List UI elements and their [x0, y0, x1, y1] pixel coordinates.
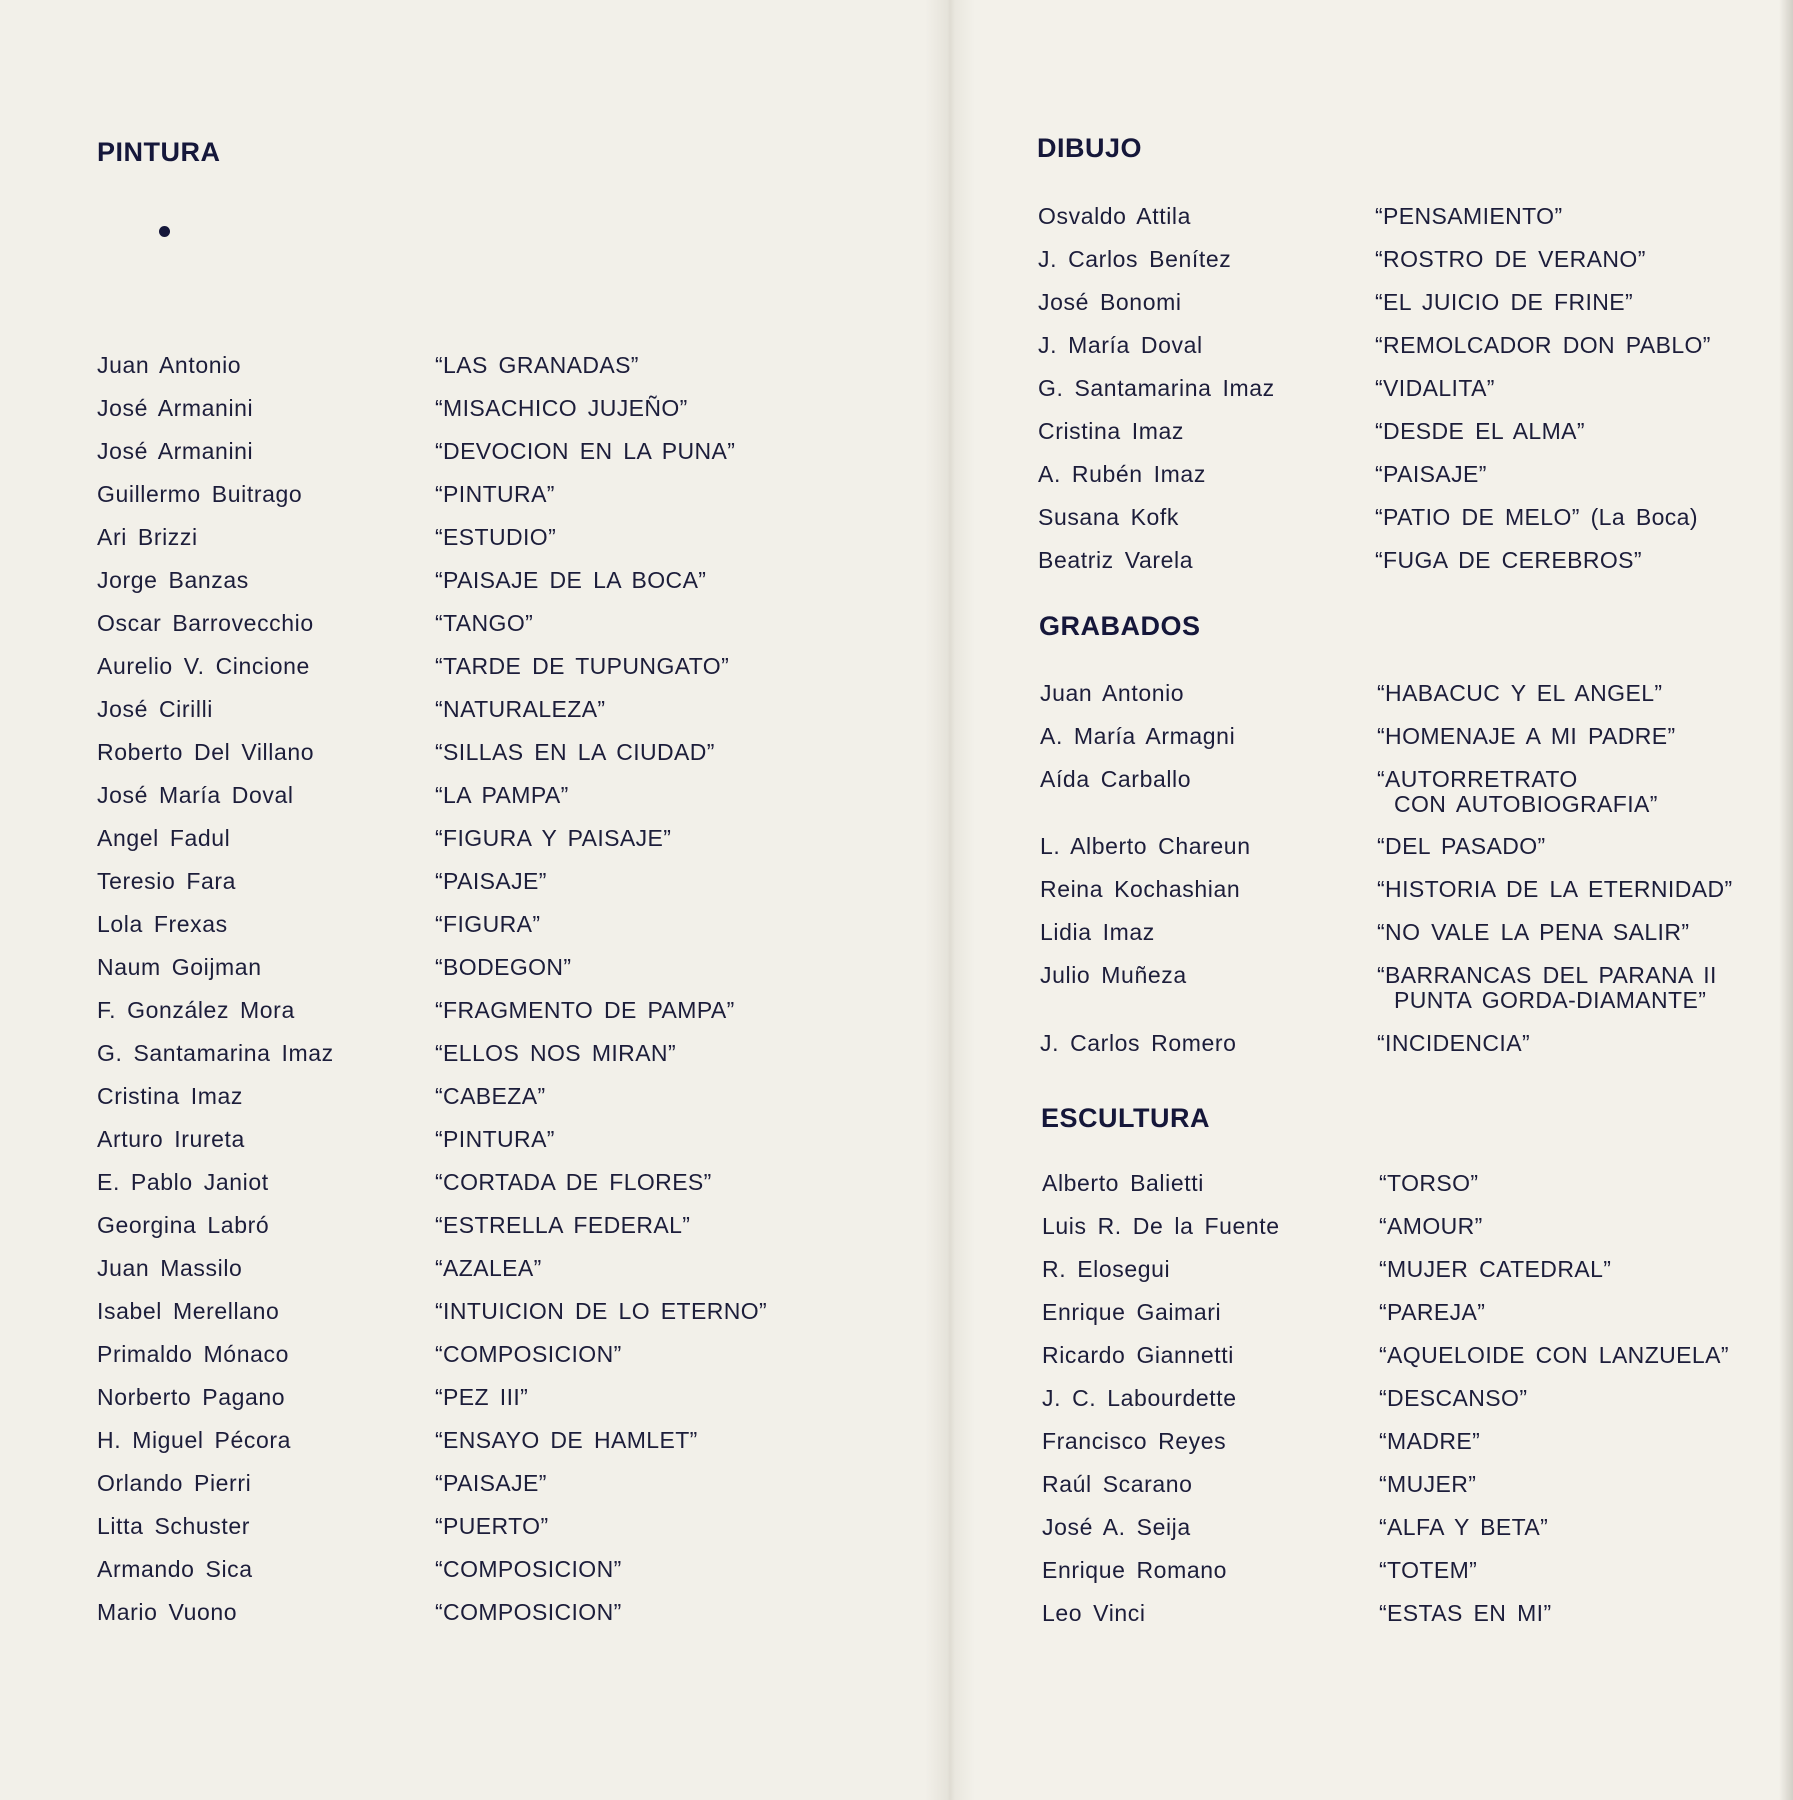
work-title: “TORSO”	[1379, 1170, 1479, 1196]
work-title: “EL JUICIO DE FRINE”	[1375, 289, 1634, 315]
work-title: “TANGO”	[435, 610, 534, 636]
work-title: “PENSAMIENTO”	[1375, 203, 1563, 229]
work-title: “AMOUR”	[1379, 1213, 1483, 1239]
work-title: “ESTAS EN MI”	[1379, 1600, 1552, 1626]
work-title: “COMPOSICION”	[435, 1599, 622, 1625]
artist-name: Angel Fadul	[97, 825, 231, 851]
artist-name: Juan Massilo	[97, 1255, 243, 1281]
work-title: “COMPOSICION”	[435, 1556, 622, 1582]
artist-name: J. Carlos Romero	[1040, 1030, 1237, 1056]
work-title: “ESTRELLA FEDERAL”	[435, 1212, 691, 1238]
work-title: “MUJER CATEDRAL”	[1379, 1256, 1612, 1282]
artist-name: Leo Vinci	[1042, 1600, 1146, 1626]
artist-name: Enrique Romano	[1042, 1557, 1228, 1583]
artist-name: Alberto Balietti	[1042, 1170, 1204, 1196]
artist-name: G. Santamarina Imaz	[1038, 375, 1275, 401]
work-title: “COMPOSICION”	[435, 1341, 622, 1367]
work-title: “SILLAS EN LA CIUDAD”	[435, 739, 715, 765]
artist-name: Lola Frexas	[97, 911, 228, 937]
artist-name: Roberto Del Villano	[97, 739, 315, 765]
work-title: “BARRANCAS DEL PARANA II	[1377, 962, 1717, 988]
artist-name: J. C. Labourdette	[1042, 1385, 1237, 1411]
work-title: “PAISAJE”	[435, 868, 547, 894]
work-title: “DEVOCION EN LA PUNA”	[435, 438, 736, 464]
work-title: “PAISAJE”	[1375, 461, 1487, 487]
work-title: “FIGURA Y PAISAJE”	[435, 825, 672, 851]
artist-name: Raúl Scarano	[1042, 1471, 1193, 1497]
work-title: “DESDE EL ALMA”	[1375, 418, 1585, 444]
bullet-dot	[159, 226, 170, 237]
work-title: “CORTADA DE FLORES”	[435, 1169, 712, 1195]
artist-name: José Bonomi	[1038, 289, 1182, 315]
work-title: “HABACUC Y EL ANGEL”	[1377, 680, 1663, 706]
work-title: “FRAGMENTO DE PAMPA”	[435, 997, 735, 1023]
work-title: “ROSTRO DE VERANO”	[1375, 246, 1646, 272]
artist-name: Isabel Merellano	[97, 1298, 280, 1324]
work-title-continued: CON AUTOBIOGRAFIA”	[1394, 791, 1658, 817]
work-title: “MISACHICO JUJEÑO”	[435, 395, 688, 421]
work-title: “PAREJA”	[1379, 1299, 1486, 1325]
work-title: “AZALEA”	[435, 1255, 542, 1281]
work-title: “ESTUDIO”	[435, 524, 557, 550]
artist-name: Armando Sica	[97, 1556, 253, 1582]
work-title: “REMOLCADOR DON PABLO”	[1375, 332, 1711, 358]
artist-name: G. Santamarina Imaz	[97, 1040, 334, 1066]
page-fold	[925, 0, 975, 1800]
artist-name: Lidia Imaz	[1040, 919, 1155, 945]
work-title: “TOTEM”	[1379, 1557, 1478, 1583]
artist-name: Ari Brizzi	[97, 524, 198, 550]
section-heading-escultura: ESCULTURA	[1041, 1103, 1210, 1133]
artist-name: J. Carlos Benítez	[1038, 246, 1232, 272]
section-heading-dibujo: DIBUJO	[1037, 133, 1143, 163]
artist-name: Litta Schuster	[97, 1513, 251, 1539]
artist-name: Georgina Labró	[97, 1212, 270, 1238]
work-title: “PUERTO”	[435, 1513, 549, 1539]
work-title: “PAISAJE DE LA BOCA”	[435, 567, 707, 593]
section-heading-grabados: GRABADOS	[1039, 611, 1201, 641]
artist-name: Ricardo Giannetti	[1042, 1342, 1234, 1368]
artist-name: Guillermo Buitrago	[97, 481, 303, 507]
work-title: “INCIDENCIA”	[1377, 1030, 1531, 1056]
work-title: “NO VALE LA PENA SALIR”	[1377, 919, 1690, 945]
work-title: “LAS GRANADAS”	[435, 352, 639, 378]
artist-name: Susana Kofk	[1038, 504, 1180, 530]
section-heading-pintura: PINTURA	[97, 137, 221, 167]
artist-name: Naum Goijman	[97, 954, 262, 980]
artist-name: Reina Kochashian	[1040, 876, 1241, 902]
artist-name: Beatriz Varela	[1038, 547, 1194, 573]
work-title: “HOMENAJE A MI PADRE”	[1377, 723, 1676, 749]
work-title-continued: PUNTA GORDA-DIAMANTE”	[1394, 987, 1707, 1013]
artist-name: Primaldo Mónaco	[97, 1341, 289, 1367]
work-title: “AUTORRETRATO	[1377, 766, 1578, 792]
work-title: “HISTORIA DE LA ETERNIDAD”	[1377, 876, 1733, 902]
work-title: “FIGURA”	[435, 911, 541, 937]
work-title: “CABEZA”	[435, 1083, 546, 1109]
work-title: “BODEGON”	[435, 954, 572, 980]
artist-name: José Cirilli	[97, 696, 213, 722]
work-title: “INTUICION DE LO ETERNO”	[435, 1298, 768, 1324]
work-title: “PAISAJE”	[435, 1470, 547, 1496]
artist-name: Orlando Pierri	[97, 1470, 252, 1496]
artist-name: A. María Armagni	[1040, 723, 1236, 749]
work-title: “FUGA DE CEREBROS”	[1375, 547, 1642, 573]
work-title: “MADRE”	[1379, 1428, 1481, 1454]
artist-name: José Armanini	[97, 438, 254, 464]
artist-name: Teresio Fara	[97, 868, 237, 894]
artist-name: Julio Muñeza	[1040, 962, 1187, 988]
work-title: “NATURALEZA”	[435, 696, 606, 722]
work-title: “ENSAYO DE HAMLET”	[435, 1427, 698, 1453]
artist-name: Cristina Imaz	[1038, 418, 1184, 444]
artist-name: J. María Doval	[1038, 332, 1203, 358]
work-title: “LA PAMPA”	[435, 782, 569, 808]
artist-name: Aída Carballo	[1040, 766, 1192, 792]
artist-name: Juan Antonio	[97, 352, 242, 378]
work-title: “ALFA Y BETA”	[1379, 1514, 1549, 1540]
artist-name: Norberto Pagano	[97, 1384, 286, 1410]
work-title: “PEZ III”	[435, 1384, 529, 1410]
artist-name: A. Rubén Imaz	[1038, 461, 1206, 487]
artist-name: Osvaldo Attila	[1038, 203, 1192, 229]
artist-name: José Armanini	[97, 395, 254, 421]
artist-name: Mario Vuono	[97, 1599, 238, 1625]
work-title: “ELLOS NOS MIRAN”	[435, 1040, 677, 1066]
artist-name: F. González Mora	[97, 997, 295, 1023]
artist-name: Luis R. De la Fuente	[1042, 1213, 1280, 1239]
artist-name: Jorge Banzas	[97, 567, 249, 593]
work-title: “DEL PASADO”	[1377, 833, 1546, 859]
artist-name: H. Miguel Pécora	[97, 1427, 292, 1453]
work-title: “VIDALITA”	[1375, 375, 1495, 401]
artist-name: E. Pablo Janiot	[97, 1169, 269, 1195]
artist-name: Francisco Reyes	[1042, 1428, 1227, 1454]
work-title: “PINTURA”	[435, 481, 555, 507]
artist-name: Cristina Imaz	[97, 1083, 243, 1109]
artist-name: José María Doval	[97, 782, 294, 808]
work-title: “TARDE DE TUPUNGATO”	[435, 653, 730, 679]
work-title: “PATIO DE MELO” (La Boca)	[1375, 504, 1698, 530]
artist-name: Arturo Irureta	[97, 1126, 245, 1152]
artist-name: L. Alberto Chareun	[1040, 833, 1251, 859]
work-title: “AQUELOIDE CON LANZUELA”	[1379, 1342, 1729, 1368]
work-title: “MUJER”	[1379, 1471, 1477, 1497]
work-title: “PINTURA”	[435, 1126, 555, 1152]
artist-name: Enrique Gaimari	[1042, 1299, 1222, 1325]
page-edge-shadow	[1779, 0, 1793, 1800]
work-title: “DESCANSO”	[1379, 1385, 1528, 1411]
artist-name: José A. Seija	[1042, 1514, 1191, 1540]
artist-name: Aurelio V. Cincione	[97, 653, 310, 679]
artist-name: Juan Antonio	[1040, 680, 1185, 706]
artist-name: R. Elosegui	[1042, 1256, 1171, 1282]
artist-name: Oscar Barrovecchio	[97, 610, 314, 636]
